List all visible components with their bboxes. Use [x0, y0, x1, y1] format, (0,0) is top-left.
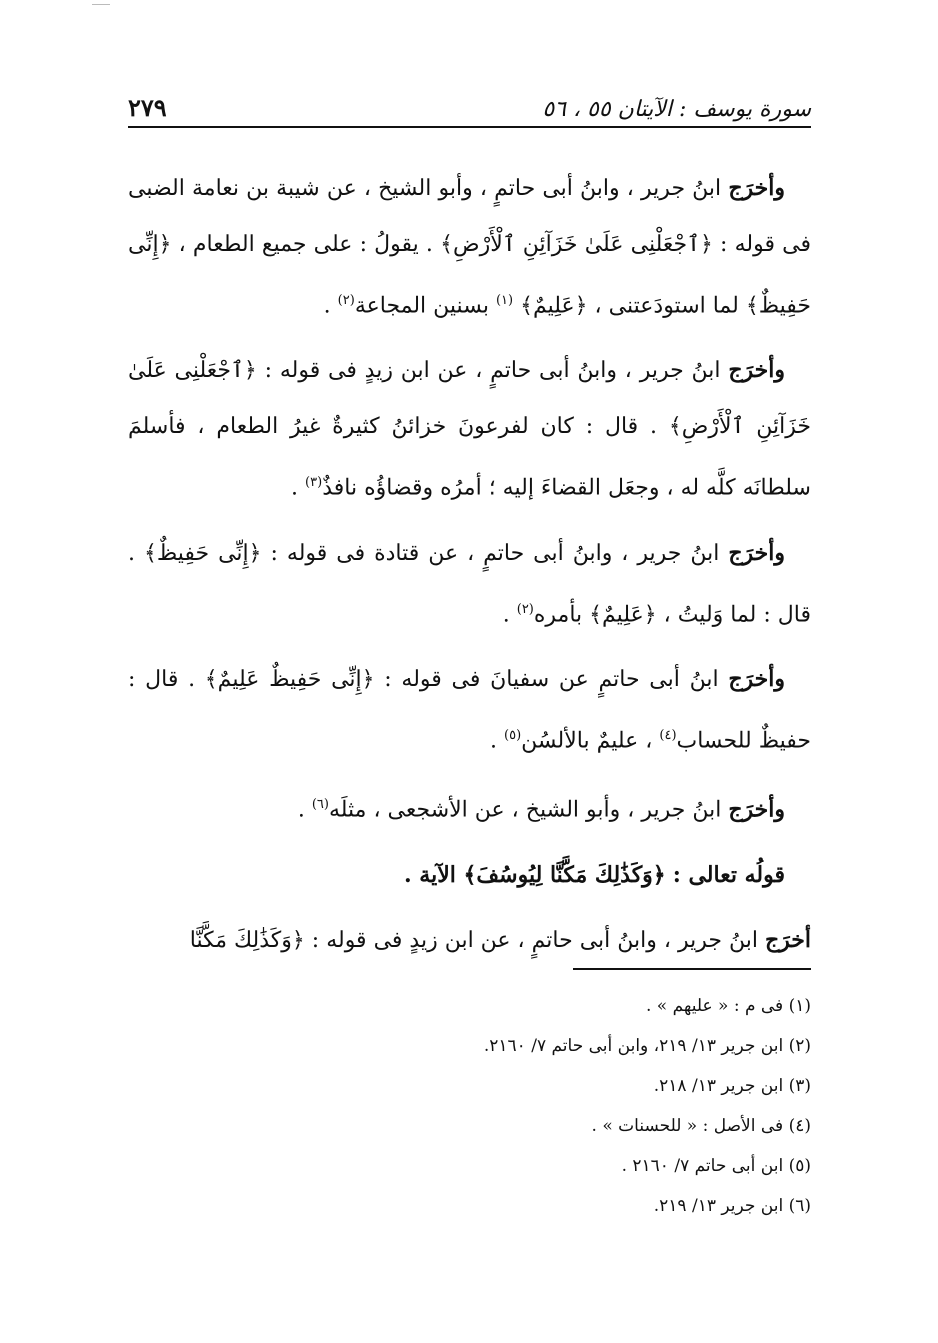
- paragraph-5: [128, 777, 811, 838]
- paragraph-2: [128, 342, 811, 516]
- paragraph-lead: وأخرَج: [728, 357, 785, 384]
- footnote-ref: (٦): [311, 797, 329, 813]
- main-text: [128, 160, 811, 977]
- footnotes: [128, 986, 811, 1226]
- paragraph-end: .: [323, 293, 338, 319]
- paragraph-lead: وأخرَج: [728, 539, 785, 566]
- page-number: ٢٧٩: [128, 93, 167, 122]
- running-title: سورة يوسف : الآيتان ٥٥ ، ٥٦: [542, 97, 811, 122]
- footnote-1: (١) فى م : « عليهم » .: [645, 996, 811, 1016]
- footnote-3: (٣) ابن جرير ١٣/ ٢١٨.: [653, 1076, 811, 1096]
- paragraph-text: ابنُ جرير ، وابنُ أبى حاتمٍ ، عن ابن زيدٍ فى قوله : ﴿وَكَذَٰلِكَ مَكَّنَّا: [189, 927, 758, 953]
- heading-text: ﴿وَكَذَٰلِكَ مَكَّنَّا لِيُوسُفَ﴾ الآية .: [403, 861, 666, 888]
- paragraph-1: [128, 160, 811, 334]
- paragraph-text: ابنُ أبى حاتمٍ عن سفيانَ فى قوله : ﴿إِنِّى حَفِيظٌ عَلِيمٌ﴾ . قال : حفيظٌ للحساب: [128, 666, 811, 754]
- footnote-ref: (٤): [659, 727, 677, 743]
- paragraph-lead: وأخرَج: [728, 175, 786, 201]
- section-heading: [128, 847, 811, 904]
- paragraph-lead: أخرَج: [764, 926, 811, 953]
- paragraph-text-continued: بسنين المجاعة: [354, 293, 489, 319]
- footnote-rule: [573, 968, 811, 970]
- footnote-ref: (٣): [305, 475, 323, 491]
- footnote-4: (٤) فى الأصل : « للحسنات » .: [591, 1116, 811, 1136]
- paragraph-text: ابنُ جرير ، وأبو الشيخ ، عن الأشجعى ، مثلَه: [328, 797, 722, 823]
- paragraph-end: .: [490, 728, 504, 754]
- paragraph-3: [128, 525, 811, 643]
- footnote-ref: (٢): [337, 293, 355, 308]
- heading-lead: قولُه تعالى :: [672, 861, 785, 888]
- paragraph-7: [128, 912, 811, 969]
- page-header: [128, 82, 811, 122]
- paragraph-end: .: [291, 475, 306, 501]
- paragraph-lead: وأخرَج: [728, 665, 785, 692]
- footnote-ref: (٥): [504, 727, 522, 743]
- paragraph-text-continued: ، عليمٌ بالألسُن: [521, 728, 653, 754]
- footnote-6: (٦) ابن جرير ١٣/ ٢١٩.: [653, 1196, 811, 1216]
- footnote-ref: (٢): [516, 601, 534, 617]
- paragraph-lead: وأخرَج: [728, 796, 785, 823]
- scan-mark: [92, 4, 110, 5]
- footnote-5: (٥) ابن أبى حاتم ٧/ ٢١٦٠ .: [621, 1156, 811, 1176]
- paragraph-4: [128, 651, 811, 769]
- footnote-2: (٢) ابن جرير ١٣/ ٢١٩، وابن أبى حاتم ٧/ ٢١٦٠.: [483, 1036, 811, 1056]
- footnote-ref: (١): [495, 293, 514, 308]
- paragraph-text: ابنُ جرير ، وابنُ أبى حاتمٍ ، وأبو الشيخ ، عن شيبة بن نعامة الضبى فى قوله : ﴿ٱجْعَلْنِى عَلَىٰ خَزَآئِنِ ٱلْأَرْضِ﴾ . يقولُ : على جميع الطعام ، ﴿إِنِّى حَفِيظٌ﴾ لما استودَعتنى ، ﴿عَلِيمٌ﴾: [128, 176, 811, 319]
- paragraph-end: .: [502, 601, 517, 627]
- header-rule: [128, 126, 811, 128]
- paragraph-end: .: [297, 797, 312, 823]
- paragraph-text: ابنُ جرير ، وابنُ أبى حاتمٍ ، عن ابن زيدٍ فى قوله : ﴿ٱجْعَلْنِى عَلَىٰ خَزَآئِنِ ٱلْأَرْضِ﴾ . قال : كان لفرعونَ خزائنُ كثيرةٌ غيرُ الطعام ، فأسلمَ سلطانَه كلَّه له ، وجعَل القضاءَ إليه ؛ أمرُه وقضاؤُه نافذٌ: [128, 358, 811, 501]
- paragraph-text: ابنُ جرير ، وابنُ أبى حاتمٍ ، عن قتادة فى قوله : ﴿إِنِّى حَفِيظٌ﴾ . قال : لما وَليتُ ، ﴿عَلِيمٌ﴾ بأمره: [128, 540, 811, 627]
